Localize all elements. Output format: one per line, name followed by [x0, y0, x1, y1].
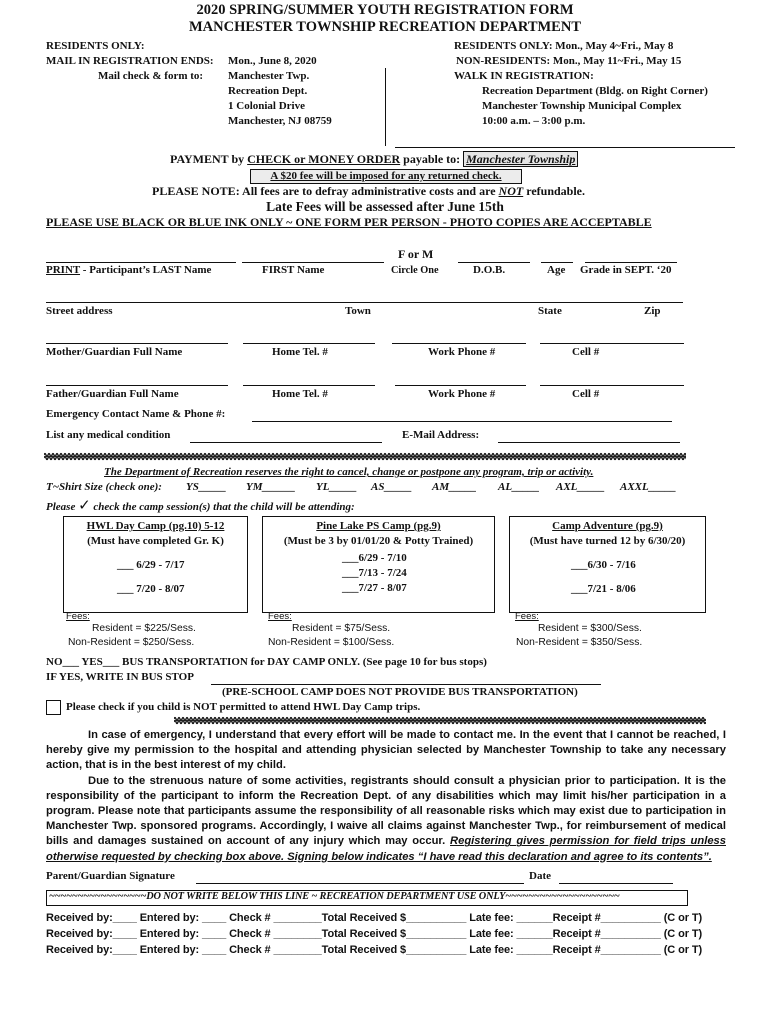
father-home-field[interactable] [243, 385, 375, 386]
header-divider [385, 68, 386, 146]
dob-field[interactable] [458, 262, 530, 263]
camp-session[interactable]: ___6/30 - 7/16 [571, 559, 636, 571]
camp-session[interactable]: ___7/13 - 7/24 [342, 567, 407, 579]
street-address-field[interactable] [46, 302, 683, 303]
tshirt-size-axxl[interactable]: AXXL_____ [620, 481, 677, 493]
town-label: Town [345, 305, 371, 317]
office-row: Received by:____ Entered by: ____ Check # ________Total Received $__________ Late fee: ______Receipt #__________ (C or T) [46, 944, 703, 956]
no-trips-checkbox[interactable] [46, 700, 61, 715]
office-row: Received by:____ Entered by: ____ Check # ________Total Received $__________ Late fee: ______Receipt #__________ (C or T) [46, 912, 703, 924]
refund-note-prefix: PLEASE NOTE: All fees are to defray administrative costs and are [152, 184, 499, 198]
tshirt-size-label: YS [186, 481, 199, 493]
mother-home-field[interactable] [243, 343, 375, 344]
address-line: Manchester, NJ 08759 [228, 115, 332, 127]
fees-label: Fees: [515, 611, 539, 622]
camp-requirement: (Must have turned 12 by 6/30/20) [529, 535, 686, 547]
bus-transportation: NO___ YES___ BUS TRANSPORTATION for DAY CAMP ONLY. (See page 10 for bus stops) [46, 656, 487, 668]
state-label: State [538, 305, 562, 317]
tshirt-size-label: YL [316, 481, 330, 493]
last-name-label [46, 264, 211, 276]
late-fees-notice: Late Fees will be assessed after June 15th [266, 199, 504, 214]
tshirt-size-yl[interactable]: YL_____ [316, 481, 357, 493]
first-name-label: FIRST Name [262, 264, 325, 276]
print-label: PRINT [46, 264, 81, 276]
first-name-field[interactable] [242, 262, 384, 263]
age-field[interactable] [541, 262, 573, 263]
nonresident-fee: Non-Resident = $250/Sess. [68, 637, 195, 648]
father-cell-label: Cell # [572, 388, 600, 400]
date-label: Date [529, 870, 551, 882]
no-trips-label: Please check if you child is NOT permitted to attend HWL Day Camp trips. [66, 701, 421, 713]
walk-in-location: Recreation Department (Bldg. on Right Corner) [482, 85, 708, 97]
form-title: 2020 SPRING/SUMMER YOUTH REGISTRATION FORM [196, 2, 574, 18]
wavy-divider [44, 452, 686, 462]
father-cell-field[interactable] [540, 385, 684, 386]
age-label: Age [547, 264, 566, 276]
last-name-field[interactable] [46, 262, 236, 263]
tshirt-label: T~Shirt Size (check one): [46, 481, 162, 493]
emergency-contact-field[interactable] [252, 421, 672, 422]
camp-requirement: (Must be 3 by 01/01/20 & Potty Trained) [283, 535, 474, 547]
tshirt-size-al[interactable]: AL_____ [498, 481, 540, 493]
payment-method: CHECK or MONEY ORDER [247, 152, 401, 166]
camp-title: Pine Lake PS Camp (pg.9) [316, 520, 441, 532]
address-line: Recreation Dept. [228, 85, 308, 97]
nonresident-dates: NON-RESIDENTS: Mon., May 11~Fri., May 15 [456, 55, 682, 67]
session-instruction [46, 496, 355, 514]
declaration [46, 728, 726, 865]
mother-name-label: Mother/Guardian Full Name [46, 346, 183, 358]
camp-requirement: (Must have completed Gr. K) [87, 535, 224, 547]
signature-field[interactable] [196, 883, 524, 884]
camp-session[interactable]: ___7/27 - 8/07 [342, 582, 407, 594]
session-instruction-pre: Please [46, 501, 76, 513]
tshirt-size-label: AXXL [620, 481, 649, 493]
address-line: 1 Colonial Drive [228, 100, 305, 112]
tshirt-size-axl[interactable]: AXL_____ [556, 481, 605, 493]
mail-check-label: Mail check & form to: [98, 70, 204, 82]
camp-session[interactable]: ___ 7/20 - 8/07 [117, 583, 185, 595]
walk-in-hours: 10:00 a.m. – 3:00 p.m. [482, 115, 586, 127]
tshirt-size-am[interactable]: AM_____ [432, 481, 477, 493]
mail-registration-label: MAIL IN REGISTRATION ENDS: [46, 55, 214, 67]
circle-one-label: Circle One [391, 265, 439, 276]
emergency-contact-label: Emergency Contact Name & Phone #: [46, 408, 226, 420]
father-work-label: Work Phone # [428, 388, 496, 400]
rights-notice: The Department of Recreation reserves the right to cancel, change or postpone any program, trip or activity. [104, 466, 594, 478]
preschool-bus-note: (PRE-SCHOOL CAMP DOES NOT PROVIDE BUS TRANSPORTATION) [222, 686, 578, 698]
nonresident-fee: Non-Resident = $100/Sess. [268, 637, 395, 648]
fees-label: Fees: [66, 611, 90, 622]
father-name-label: Father/Guardian Full Name [46, 388, 179, 400]
mother-work-label: Work Phone # [428, 346, 496, 358]
tshirt-size-ys[interactable]: YS_____ [186, 481, 227, 493]
signature-label: Parent/Guardian Signature [46, 870, 175, 882]
tshirt-size-label: AXL [556, 481, 578, 493]
email-field[interactable] [498, 442, 680, 443]
walk-in-label: WALK IN REGISTRATION: [454, 70, 594, 82]
camp-title: Camp Adventure (pg.9) [552, 520, 663, 532]
refund-note-not: NOT [498, 184, 524, 198]
nonresident-fee: Non-Resident = $350/Sess. [516, 637, 643, 648]
last-name-text: - Participant’s LAST Name [80, 264, 212, 276]
department-title: MANCHESTER TOWNSHIP RECREATION DEPARTMENT [189, 19, 581, 35]
refund-note-suffix: refundable. [523, 184, 586, 198]
tshirt-size-as[interactable]: AS_____ [371, 481, 412, 493]
checkmark-icon: ✓ [78, 496, 91, 514]
tshirt-size-label: AS [371, 481, 385, 493]
header-rule [395, 147, 735, 148]
dob-label: D.O.B. [473, 264, 506, 276]
resident-fee: Resident = $300/Sess. [538, 623, 642, 634]
payment-mid: payable to: [400, 152, 464, 166]
father-home-label: Home Tel. # [272, 388, 328, 400]
tshirt-size-ym[interactable]: YM______ [246, 481, 296, 493]
zip-label: Zip [644, 305, 661, 317]
resident-dates: RESIDENTS ONLY: Mon., May 4~Fri., May 8 [454, 40, 674, 52]
mother-cell-label: Cell # [572, 346, 600, 358]
payment-prefix: PAYMENT by [170, 152, 248, 166]
declaration-agreement: Registering gives permission for field trips unless otherwise requested by checking box above. Signing below indicates “I have read this declaration and agree to its contents”. [46, 835, 726, 863]
mother-home-label: Home Tel. # [272, 346, 328, 358]
declaration-waiver [46, 774, 726, 865]
medical-condition-label: List any medical condition [46, 429, 171, 441]
camp-session[interactable]: ___ 6/29 - 7/17 [117, 559, 185, 571]
wavy-divider [174, 716, 706, 726]
resident-fee: Resident = $75/Sess. [292, 623, 391, 634]
declaration-waiver-text: Due to the strenuous nature of some activities, registrants should consult a physician prior to participation. It is the responsibility of the participant to inform the Recreation Dept. of any disabilities which may limit his/her participation in a program. Please note that participants assume the responsibility of all reasonable risks which may exist due to participation in Manchester Twp. sponsored programs. Accordingly, I waive all claims against Manchester Twp., for reimbursement of medical bills and damages sustained on account of any injury which may occur. [46, 774, 726, 848]
date-field[interactable] [559, 883, 673, 884]
bus-stop-label: IF YES, WRITE IN BUS STOP [46, 671, 194, 683]
mail-registration-date: Mon., June 8, 2020 [228, 55, 317, 67]
email-label: E-Mail Address: [402, 429, 480, 441]
refund-note [152, 184, 585, 199]
tshirt-size-label: AL [498, 481, 513, 493]
resident-fee: Resident = $225/Sess. [92, 623, 196, 634]
mother-work-field[interactable] [392, 343, 526, 344]
payee-name: Manchester Township [463, 151, 578, 167]
street-label: Street address [46, 305, 113, 317]
mother-cell-field[interactable] [540, 343, 684, 344]
office-row: Received by:____ Entered by: ____ Check # ________Total Received $__________ Late fee: ______Receipt #__________ (C or T) [46, 928, 703, 940]
fees-label: Fees: [268, 611, 292, 622]
walk-in-location: Manchester Township Municipal Complex [482, 100, 682, 112]
medical-condition-field[interactable] [190, 442, 382, 443]
father-name-field[interactable] [46, 385, 228, 386]
mother-name-field[interactable] [46, 343, 228, 344]
residents-only-label: RESIDENTS ONLY: [46, 40, 145, 52]
camp-session[interactable]: ___6/29 - 7/10 [342, 552, 407, 564]
session-instruction-post: check the camp session(s) that the child will be attending: [93, 501, 355, 513]
father-work-field[interactable] [395, 385, 526, 386]
camp-session[interactable]: ___7/21 - 8/06 [571, 583, 636, 595]
grade-label: Grade in SEPT. ‘20 [580, 264, 672, 276]
tshirt-size-label: AM [432, 481, 450, 493]
payment-line [170, 152, 578, 167]
returned-check-fee: A $20 fee will be imposed for any returned check. [250, 169, 522, 184]
office-use-divider: ~~~~~~~~~~~~~~~~~DO NOT WRITE BELOW THIS LINE ~ RECREATION DEPARTMENT USE ONLY~~~~~~~~~~~~~~~~~~~~ [49, 891, 620, 902]
grade-field[interactable] [585, 262, 677, 263]
bus-stop-field[interactable] [211, 684, 601, 685]
gender-label: F or M [398, 247, 434, 261]
declaration-emergency: In case of emergency, I understand that every effort will be made to contact me. In the event that I cannot be reached, I hereby give my permission to the hospital and attending physician selected by Manchester Township to take any necessary action, that is in the best interest of my child. [46, 729, 726, 772]
address-line: Manchester Twp. [228, 70, 310, 82]
ink-notice: PLEASE USE BLACK OR BLUE INK ONLY ~ ONE FORM PER PERSON - PHOTO COPIES ARE ACCEPTABLE [46, 215, 652, 229]
camp-title: HWL Day Camp (pg.10) 5-12 [86, 520, 225, 532]
tshirt-size-label: YM [246, 481, 263, 493]
